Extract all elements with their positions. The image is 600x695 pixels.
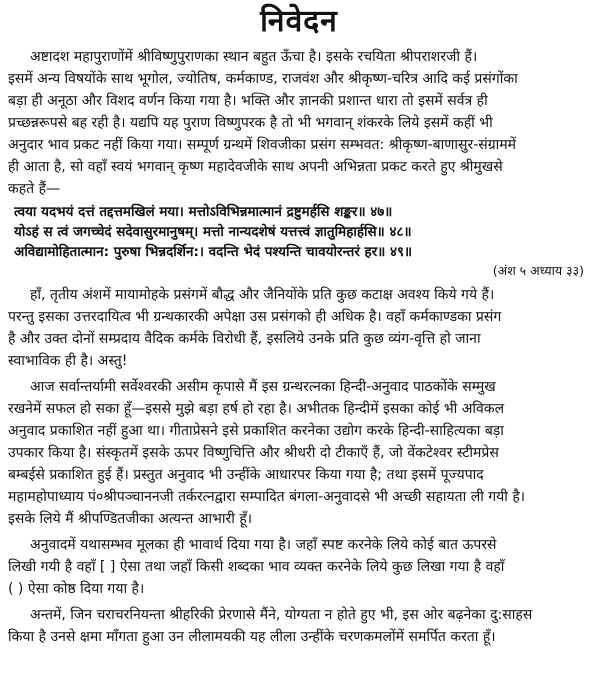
document-page <box>0 2 600 695</box>
text-line: आज सर्वान्तर्यामी सर्वेश्वरकी असीम कृपासे मैं इस ग्रन्थरत्नका हिन्दी-अनुवाद पाठकोंके सम्मुख <box>30 379 496 395</box>
verse-block <box>8 202 590 262</box>
text-line: उपकार किया है। संस्कृतमें इसके ऊपर विष्णुचित्ति और श्रीधरी दो टीकाएँ हैं, जो वेंकटेश्वर स्टीमप्रेस <box>8 445 499 461</box>
text-line: इसमें अन्य विषयोंके साथ भूगोल, ज्योतिष, कर्मकाण्ड, राजवंश और श्रीकृष्ण-चरित्र आदि कई प्रसंगोंका <box>8 71 518 87</box>
verse-citation: (अंश ५ अध्याय ३३) <box>492 263 584 278</box>
text-line: अष्टादश महापुराणोंमें श्रीविष्णुपुराणका स्थान बहुत ऊँचा है। इसके रचयिता श्रीपराशरजी हैं। <box>30 49 478 65</box>
text-line: लिखी गयी है वहाँ [ ] ऐसा तथा जहाँ किसी शब्दका भाव व्यक्त करनेके लिये कुछ लिखा गया है वहाँ <box>8 559 505 575</box>
text-line: प्रच्छन्नरूपसे बह रही है। यद्यपि यह पुराण विष्णुपरक है तो भी भगवान् शंकरके लिये इसमें कहीं भी <box>8 115 493 131</box>
verse-line: योऽहं स त्वं जगच्चेदं सदेवासुरमानुषम्। मत्तो नान्यदशेषं यत्तत्त्वं ज्ञातुमिहार्हसि॥ ४८॥ <box>14 224 412 240</box>
paragraph <box>8 376 590 530</box>
paragraph <box>8 46 590 200</box>
intro-paragraph <box>8 46 590 200</box>
text-line: ही आता है, सो वहाँ स्वयं भगवान् कृष्ण महादेवजीके साथ अपनी अभिन्नता प्रकट करते हुए श्रीमुखसे <box>8 159 503 175</box>
paragraph <box>8 534 590 600</box>
text-line: अनुवाद प्रकाशित नहीं हुआ था। गीताप्रेसने इसे प्रकाशित करनेका उद्योग करके हिन्दी-साहित्यका बड़ा <box>8 423 504 439</box>
text-line: अनुदार भाव प्रकट नहीं किया गया। सम्पूर्ण ग्रन्थमें शिवजीका प्रसंग सम्भवत: श्रीकृष्ण-बाणासुर-संग्राममें <box>8 137 517 153</box>
paragraph <box>8 604 590 648</box>
text-line: इसके लिये मैं श्रीपण्डितजीका अत्यन्त आभारी हूँ। <box>8 511 253 527</box>
text-line: बम्बईसे प्रकाशित हुई हैं। प्रस्तुत अनुवाद भी उन्हींके आधारपर किया गया है; तथा इसमें पूज्यपाद <box>8 467 484 483</box>
text-line: अनुवादमें यथासम्भव मूलका ही भावार्थ दिया गया है। जहाँ स्पष्ट करनेके लिये कोई बात ऊपरसे <box>30 537 497 553</box>
paragraph <box>8 284 590 372</box>
text-line: महामहोपाध्याय पं०श्रीपञ्चाननजी तर्करत्नद्वारा सम्पादित बंगला-अनुवादसे भी अच्छी सहायता ली गयी है। <box>8 489 526 505</box>
verse-line: अविद्यामोहितात्मान: पुरुषा भिन्नदर्शिन:। वदन्ति भेदं पश्यन्ति चावयोरन्तरं हर॥ ४९॥ <box>14 244 413 260</box>
text-line: कहते हैं— <box>8 181 61 197</box>
text-line: किया है उनसे क्षमा माँगता हुआ उन लीलामयकी यह लीला उन्हींके चरणकमलोंमें समर्पित करता हूँ। <box>8 629 496 645</box>
text-line: ( ) ऐसा कोष्ठ दिया गया है। <box>8 581 145 597</box>
page-title: निवेदन <box>260 4 338 39</box>
text-line: परन्तु इसका उत्तरदायित्व भी ग्रन्थकारकी अपेक्षा उस प्रसंगको ही अधिक है। वहाँ कर्मकाण्डका प्रसंग <box>8 309 502 325</box>
verse-line: त्वया यदभयं दत्तं तद्दत्तमखिलं मया। मत्तोऽविभिन्नमात्मानं द्रष्टुमर्हसि शङ्कर॥ ४७॥ <box>14 204 393 220</box>
body-paragraphs <box>8 284 590 648</box>
text-line: स्वाभाविक ही है। अस्तु! <box>8 353 128 369</box>
text-line: है और उक्त दोनों सम्प्रदाय वैदिक कर्मके विरोधी हैं, इसलिये उनके प्रति कुछ व्यंग-वृत्ति हो जाना <box>8 331 481 347</box>
text-line: अन्तमें, जिन चराचरनियन्ता श्रीहरिकी प्रेरणासे मैंने, योग्यता न होते हुए भी, इस ओर बढ़नेका दु:साहस <box>30 607 533 623</box>
text-line: हाँ, तृतीय अंशमें मायामोहके प्रसंगमें बौद्ध और जैनियोंके प्रति कुछ कटाक्ष अवश्य किये गये हैं। <box>30 287 495 303</box>
text-line: रखनेमें सफल हो सका हूँ—इससे मुझे बड़ा हर्ष हो रहा है। अभीतक हिन्दीमें इसका कोई भी अविकल <box>8 401 505 417</box>
text-line: बड़ा ही अनूठा और विशद वर्णन किया गया है। भक्ति और ज्ञानकी प्रशान्त धारा तो इसमें सर्वत्र ही <box>8 93 488 109</box>
